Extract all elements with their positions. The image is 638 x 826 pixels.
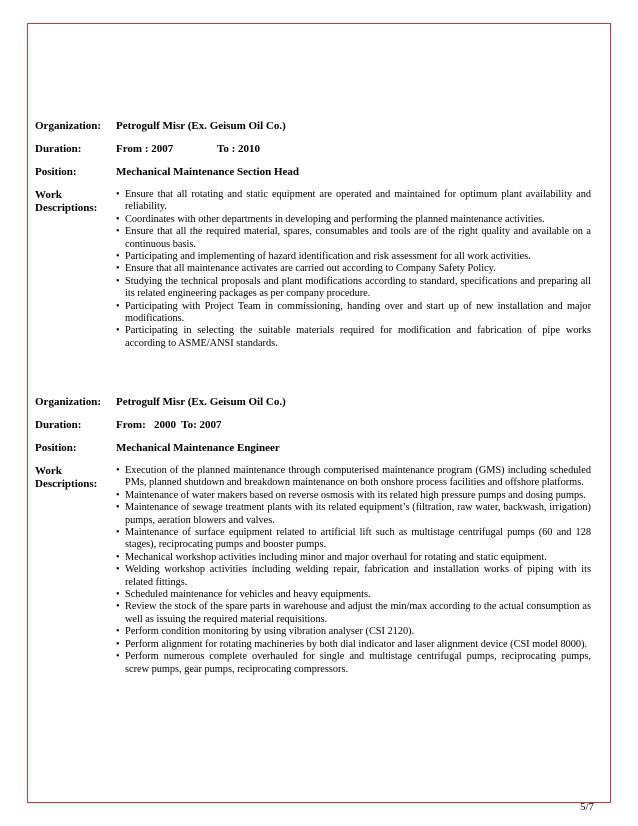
position-value: Mechanical Maintenance Section Head	[116, 166, 300, 178]
list-item: • Participating in selecting the suitable materials required for modification and fabrication of pipe works according to ASME/ANSI standards.	[116, 325, 591, 349]
list-item: • Scheduled maintenance for vehicles and heavy equipments.	[116, 589, 371, 601]
organization-value: Petrogulf Misr (Ex. Geisum Oil Co.)	[116, 120, 286, 132]
list-item: • Maintenance of sewage treatment plants with its related equipment’s (filtration, raw water, backwash, irrigation) pumps, aeration blowers and valves.	[116, 502, 591, 526]
job-section-1	[35, 120, 591, 350]
organization-value: Petrogulf Misr (Ex. Geisum Oil Co.)	[116, 396, 286, 408]
list-item: • Review the stock of the spare parts in warehouse and adjust the min/max according to the actual consumption as well as issuing the required material requisitions.	[116, 601, 591, 625]
list-item: • Maintenance of water makers based on reverse osmosis with its related high pressure pumps and dosing pumps.	[116, 489, 586, 501]
list-item: • Participating and implementing of hazard identification and risk assessment for all work activities.	[116, 251, 531, 263]
list-item: • Participating with Project Team in commissioning, handing over and start up of new installation and major modifications.	[116, 300, 591, 325]
list-item: • Mechanical workshop activities including minor and major overhaul for rotating and static equipment.	[116, 551, 547, 563]
list-item: • Perform condition monitoring by using vibration analyser (CSI 2120).	[116, 626, 415, 638]
work-descriptions-label: Work Descriptions:	[35, 465, 98, 490]
organization-label: Organization:	[35, 120, 101, 132]
position-row	[35, 166, 591, 179]
position-label: Position:	[35, 166, 77, 178]
page-number: 5/7	[579, 801, 594, 813]
list-item: • Ensure that all maintenance activates are carried out according to Company Safety Policy.	[116, 263, 496, 275]
list-item: • Perform alignment for rotating machineries by both dial indicator and laser alignment device (CSI model 8000).	[116, 638, 588, 650]
list-item: • Perform numerous complete overhauled for single and multistage centrifugal pumps, reciprocating pumps, screw pumps, gear pumps, reciprocating compressors.	[116, 651, 591, 675]
list-item: • Ensure that all the required material, spares, consumables and tools are of the right quality and available on a continuous basis.	[116, 226, 591, 250]
duration-label: Duration:	[35, 143, 82, 155]
list-item: • Studying the technical proposals and plant modifications according to standard, specifications and preparing all its related engineering packages as per company procedure.	[116, 275, 591, 300]
work-descriptions-list	[116, 465, 591, 676]
list-item: • Maintenance of surface equipment related to artificial lift such as multistage centrifugal pumps (60 and 128 stages), reciprocating pumps and booster pumps.	[116, 527, 591, 551]
organization-label: Organization:	[35, 396, 101, 408]
list-item: • Coordinates with other departments in developing and performing the planned maintenance activities.	[116, 213, 545, 225]
duration-value: From: 2000 To: 2007	[116, 419, 222, 431]
list-item: • Ensure that all rotating and static equipment are operated and maintained for optimum plant availability and reliability.	[116, 189, 591, 213]
organization-row	[35, 396, 591, 409]
position-value: Mechanical Maintenance Engineer	[116, 442, 280, 454]
work-descriptions-row	[35, 465, 591, 676]
duration-value: From : 2007 To : 2010	[116, 143, 261, 155]
duration-row	[35, 419, 591, 432]
work-descriptions-list	[116, 189, 591, 350]
duration-row	[35, 143, 591, 156]
position-row	[35, 442, 591, 455]
job-section-2	[35, 396, 591, 676]
work-descriptions-row	[35, 189, 591, 350]
list-item: • Execution of the planned maintenance through computerised maintenance program (GMS) including scheduled PMs, planned shutdown and breakdown maintenance on both onshore process facilities and offshore platforms.	[116, 465, 591, 489]
list-item: • Welding workshop activities including welding repair, fabrication and installation works of piping with its related fittings.	[116, 564, 591, 588]
position-label: Position:	[35, 442, 77, 454]
work-descriptions-label: Work Descriptions:	[35, 189, 98, 214]
duration-label: Duration:	[35, 419, 82, 431]
organization-row	[35, 120, 591, 133]
